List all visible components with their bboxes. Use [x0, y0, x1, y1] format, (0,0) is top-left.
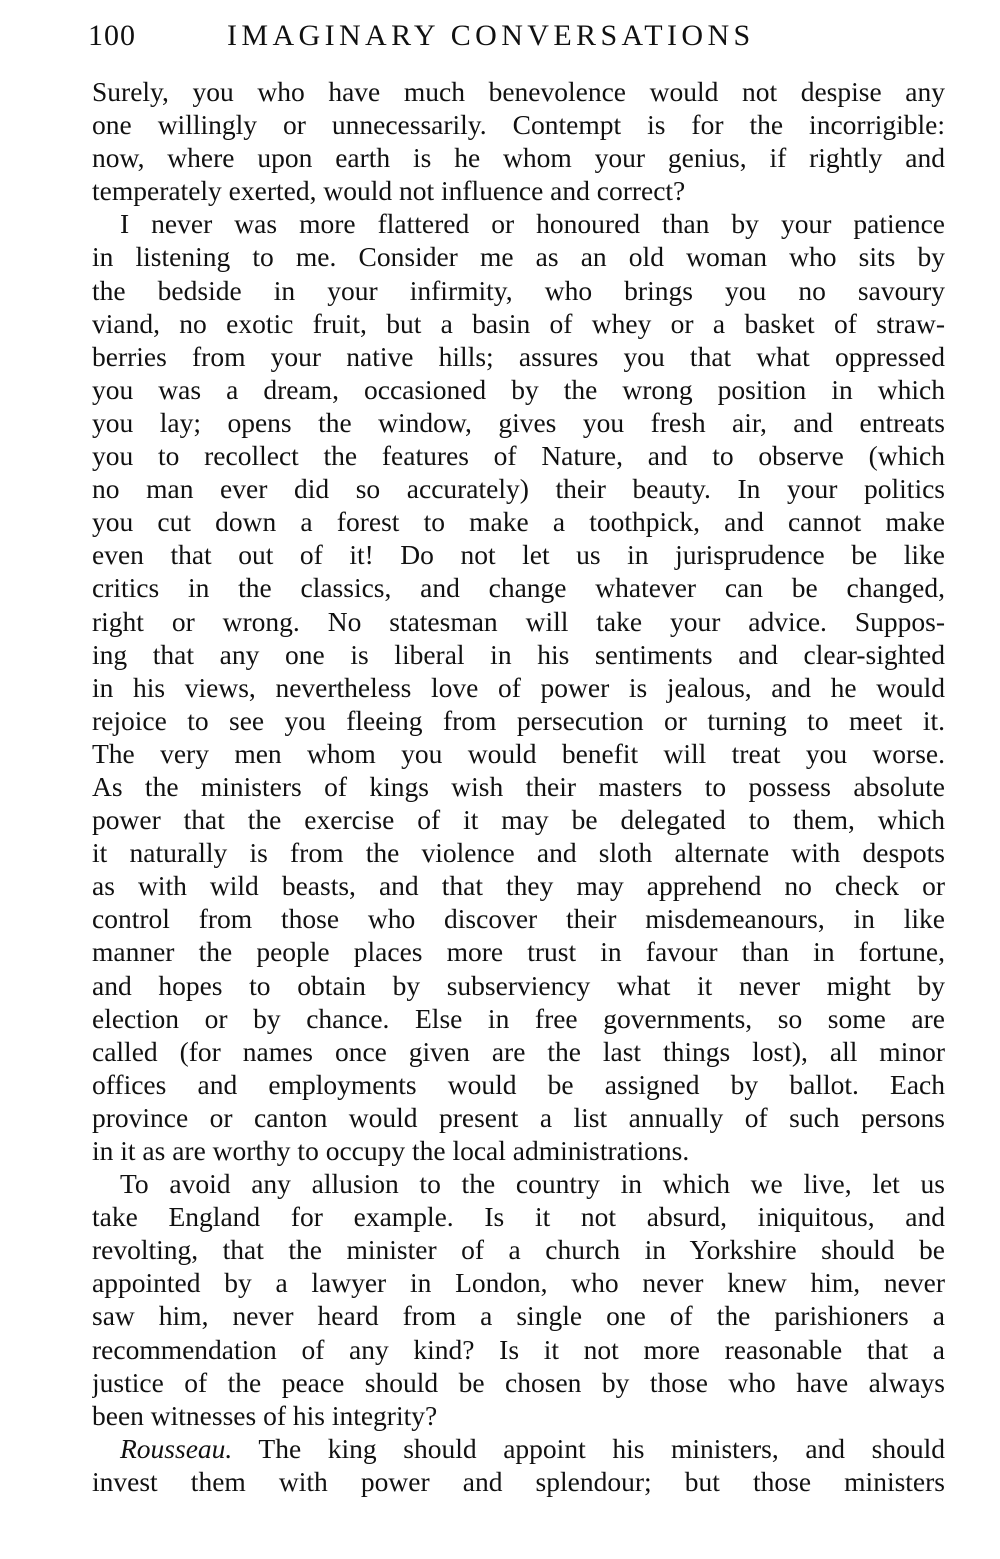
text-line: election or by chance. Else in free governments, so some are	[92, 1002, 945, 1034]
text-line: one willingly or unnecessarily. Contempt is for the incorrigible:	[92, 109, 945, 141]
text-line: temperately exerted, would not influence and correct?	[92, 175, 686, 207]
text-line: you to recollect the features of Nature, and to observe (which	[92, 440, 945, 472]
text-line	[92, 1432, 945, 1465]
text-line: manner the people places more trust in favour than in fortune,	[92, 936, 945, 968]
text-line: in his views, nevertheless love of power is jealous, and he would	[92, 671, 945, 703]
text-line: ing that any one is liberal in his sentiments and clear-sighted	[92, 638, 945, 670]
running-title: IMAGINARY CONVERSATIONS	[227, 19, 755, 52]
text-line: take England for example. Is it not absurd, iniquitous, and	[92, 1201, 945, 1233]
text-line: called (for names once given are the last things lost), all minor	[92, 1035, 945, 1067]
text-line: it naturally is from the violence and sloth alternate with despots	[92, 837, 945, 869]
text-line: rejoice to see you fleeing from persecution or turning to meet it.	[92, 704, 945, 736]
text-line: as with wild beasts, and that they may apprehend no check or	[92, 870, 945, 902]
text-line: Surely, you who have much benevolence would not despise any	[92, 76, 945, 107]
text-line: power that the exercise of it may be delegated to them, which	[92, 804, 945, 836]
text-line: critics in the classics, and change whatever can be changed,	[92, 572, 945, 604]
page-number: 100	[88, 19, 136, 52]
text-line: offices and employments would be assigned by ballot. Each	[92, 1068, 945, 1100]
body-text	[92, 75, 945, 1498]
text-line: saw him, never heard from a single one of the parishioners a	[92, 1300, 945, 1332]
text-line: and hopes to obtain by subserviency what it never might by	[92, 969, 945, 1001]
text-line: To avoid any allusion to the country in which we live, let us	[120, 1168, 945, 1200]
text-line: been witnesses of his integrity?	[92, 1399, 438, 1431]
text-line: even that out of it! Do not let us in jurisprudence be like	[92, 539, 945, 571]
text-line: right or wrong. No statesman will take your advice. Suppos-	[92, 605, 945, 637]
text-line: berries from your native hills; assures you that what oppressed	[92, 340, 945, 372]
text-line: now, where upon earth is he whom your genius, if rightly and	[92, 142, 945, 174]
text-line: the bedside in your infirmity, who brings you no savoury	[92, 274, 945, 306]
page-header	[88, 16, 948, 56]
text-line: appointed by a lawyer in London, who never knew him, never	[92, 1267, 945, 1299]
text-line: recommendation of any kind? Is it not more reasonable that a	[92, 1333, 945, 1365]
speaker-name: Rousseau.	[120, 1432, 233, 1464]
text-line: As the ministers of kings wish their masters to possess absolute	[92, 770, 945, 802]
text-line: in listening to me. Consider me as an old woman who sits by	[92, 241, 945, 273]
text-line: you cut down a forest to make a toothpick, and cannot make	[92, 506, 945, 538]
text-line: justice of the peace should be chosen by those who have always	[92, 1366, 945, 1398]
text-line: I never was more flattered or honoured than by your patience	[120, 208, 945, 240]
speech-text: The king should appoint his ministers, and should	[258, 1432, 945, 1464]
text-line: control from those who discover their misdemeanours, in like	[92, 903, 945, 935]
text-line: The very men whom you would benefit will treat you worse.	[92, 737, 945, 769]
text-line: in it as are worthy to occupy the local administrations.	[92, 1135, 690, 1166]
text-line: invest them with power and splendour; but those ministers	[92, 1465, 945, 1497]
text-line: viand, no exotic fruit, but a basin of whey or a basket of straw-	[92, 307, 945, 339]
text-line: you was a dream, occasioned by the wrong position in which	[92, 373, 945, 405]
text-line: you lay; opens the window, gives you fresh air, and entreats	[92, 406, 945, 438]
text-line: no man ever did so accurately) their beauty. In your politics	[92, 473, 945, 505]
text-line: province or canton would present a list annually of such persons	[92, 1101, 945, 1133]
text-line: revolting, that the minister of a church in Yorkshire should be	[92, 1234, 945, 1266]
